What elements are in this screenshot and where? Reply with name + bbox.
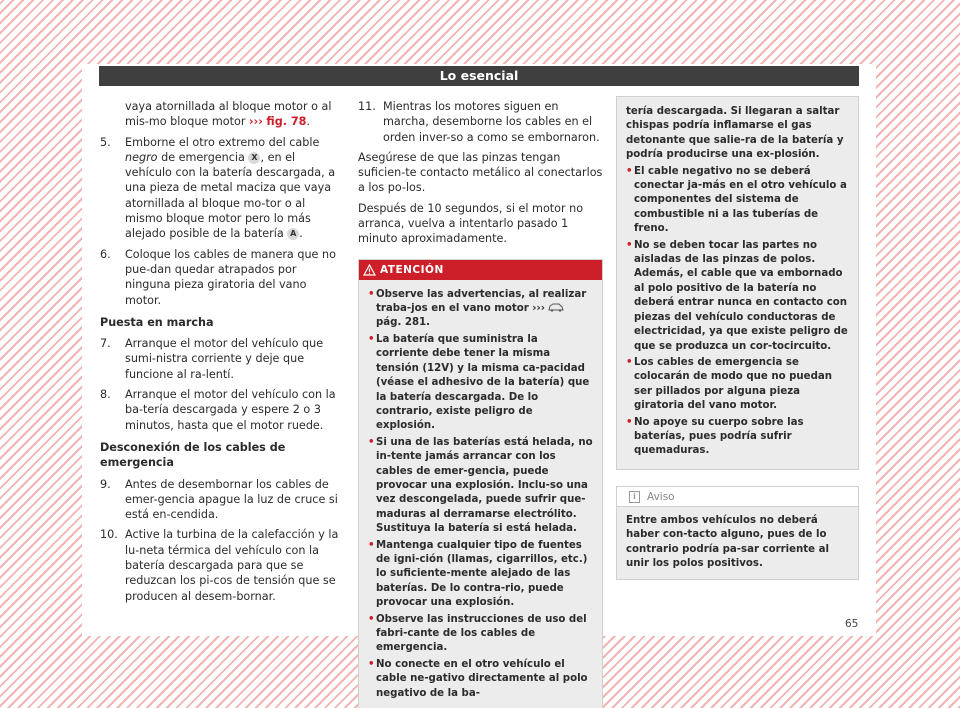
note-header: i Aviso — [617, 487, 858, 507]
paragraph: Asegúrese de que las pinzas tengan suficien-te contacto metálico al conectarlos a los po-los. — [358, 150, 603, 195]
list-item: 7. Arranque el motor del vehículo que sumi-nistra corriente y deje que funcione al ra-lentí. — [100, 337, 324, 381]
bullet-item: • No se deben tocar las partes no aisladas de las pinzas de polos. Además, el cable que va embornado al polo positivo de la batería no deberá entrar nunca en contacto con piezas del vehículo conductoras de electricidad, ya que existe peligro de que se produzca un cor-tocircuito. — [626, 239, 848, 352]
bullet-item: • Mantenga cualquier tipo de fuentes de igni-ción (llamas, cigarrillos, etc.) lo suficiente-mente alejado de las baterías. De lo contra-rio, puede provocar una explosión. — [368, 539, 588, 609]
page-number: 65 — [845, 618, 859, 630]
list-item: 6. Coloque los cables de manera que no pue-dan quedar atrapados por ninguna pieza giratoria del vano motor. — [100, 247, 336, 307]
warning-triangle-icon — [363, 264, 376, 276]
list-item: 8. Arranque el motor del vehículo con la ba-tería descargada y espere 2 o 3 minutos, hasta que el motor ruede. — [100, 388, 336, 432]
list-item: 5. Emborne el otro extremo del cable negro de emergencia X , en el vehículo con la batería descargada, a una pieza de metal maciza que vaya atornillada al bloque mo-tor o al mismo bloque motor pero lo más alejado posible de la batería A . — [100, 135, 336, 241]
note-box — [616, 486, 859, 581]
column-middle — [358, 99, 603, 708]
callout-a: A — [287, 228, 299, 240]
paragraph: Después de 10 segundos, si el motor no arranca, vuelva a intentarlo pasado 1 minuto aproximadamente. — [358, 201, 584, 246]
bullet-item: • Observe las advertencias, al realizar traba-jos en el vano motor ››› pág. 281. — [368, 288, 587, 329]
page-link[interactable]: pág. 281 — [376, 317, 427, 329]
warning-body — [359, 280, 602, 708]
info-icon: i — [629, 491, 640, 503]
bullet-item: • No conecte en el otro vehículo el cable ne-gativo directamente al polo negativo de la ba- — [368, 658, 588, 699]
subheading: Puesta en marcha — [100, 315, 214, 329]
figure-link[interactable]: fig. 78 — [266, 115, 307, 129]
bullet-item: • Los cables de emergencia se colocarán de modo que no puedan ser pillados por alguna pieza giratoria del vano motor. — [626, 356, 833, 412]
bullet-item: • Si una de las baterías está helada, no in-tente jamás arrancar con los cables de emer-gencia, puede provocar una explosión. Inclu-so una vez descongelada, puede sufrir que-maduras al derramarse electrólito. Sustituya la batería si está helada. — [368, 436, 593, 535]
callout-x: X — [248, 152, 260, 164]
note-body: Entre ambos vehículos no deberá haber con-tacto alguno, pues de lo contrario podría pa-sar corriente al unir los polos positivos. — [617, 507, 858, 580]
bullet-item: • La batería que suministra la corriente debe tener la misma tensión (12V) y la misma ca-pacidad (véase el adhesivo de la batería) que la batería descargada. De lo contrario, existe peligro de explosión. — [368, 333, 590, 432]
page-header: Lo esencial — [99, 66, 859, 86]
column-right — [616, 96, 859, 580]
intro-paragraph: vaya atornillada al bloque motor o al mis-mo bloque motor ››› fig. 78. — [125, 100, 332, 129]
bullet-item: • No apoye su cuerpo sobre las baterías, pues podría sufrir quemaduras. — [626, 416, 804, 457]
list-item: 10. Active la turbina de la calefacción y la lu-neta térmica del vehículo con la batería descargada para que se reduzcan los pi-cos de tensión que se producen al desem-bornar. — [100, 528, 339, 603]
list-item: 9. Antes de desembornar los cables de emer-gencia apague la luz de cruce si está en-cendida. — [100, 477, 338, 522]
bullet-item: • El cable negativo no se deberá conectar ja-más en el otro vehículo a componentes del sistema de combustible ni a las tuberías de freno. — [626, 165, 847, 235]
subheading: Desconexión de los cables de emergencia — [100, 440, 286, 470]
warning-header: ATENCIÓN — [359, 260, 602, 280]
warning-body-continued: tería descargada. Si llegaran a saltar chispas podría inflamarse el gas detonante que salie-ra de la batería y podría producirse una ex-plosión. • El cable negativo no se deberá conectar ja-más en el otro vehículo a componentes del sistema de combustible ni a las tuberías de freno. • No se deben tocar las partes no aisladas de las pinzas de polos. Además, el cable que va embornado al polo positivo de la batería no deberá entrar nunca en contacto con piezas del vehículo conductoras de electricidad, ya que existe peligro de que se produzca un cor-tocircuito. • Los cables de emergencia se colocarán de modo que no puedan ser pillados por alguna pieza giratoria del vano motor. • No apoye su cuerpo sobre las baterías, pues podría sufrir quemaduras. — [616, 96, 859, 470]
list-item: 11. Mientras los motores siguen en marcha, desemborne los cables en el orden inver-so a como se embornaron. — [358, 100, 600, 144]
warning-box — [358, 259, 603, 708]
column-left — [100, 99, 344, 609]
bullet-item: • Observe las instrucciones de uso del fabri-cante de los cables de emergencia. — [368, 613, 587, 654]
engine-compartment-icon — [548, 302, 564, 312]
